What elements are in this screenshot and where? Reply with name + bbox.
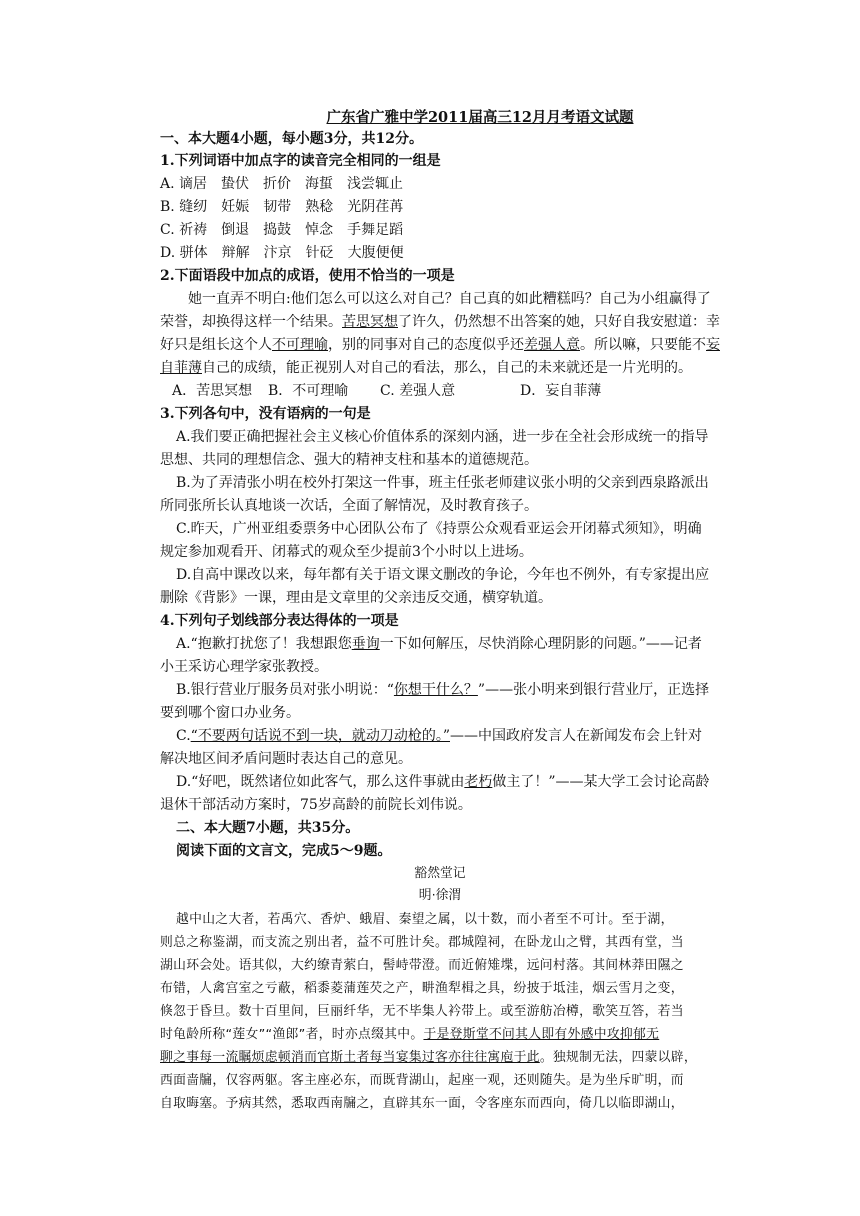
question-4-option-b-cont: 要到哪个窗口办业务。 — [160, 705, 300, 721]
text: B.银行营业厅服务员对张小明说：“ — [176, 682, 394, 698]
section-1-heading: 一、本大题4小题，每小题3分，共12分。 — [160, 131, 423, 147]
word: 折价 — [263, 176, 292, 192]
text: ”——张小明来到银行营业厅，正选择 — [477, 682, 710, 698]
text: ，别的同事对自己的态度似乎还 — [328, 337, 524, 353]
question-3-option-c: C.昨天，广州亚组委票务中心团队公布了《持票公众观看亚运会开闭幕式须知》，明确 — [176, 521, 702, 537]
underlined-sentence: 聊之事每一流瞩烦虑顿消而官斯土者每当宴集过客亦往往寓庖于此 — [160, 1050, 540, 1065]
question-4-option-a — [176, 633, 702, 655]
question-3-option-d-cont: 删除《背影》一课，理由是文章里的父亲违反交通，横穿轨道。 — [160, 590, 552, 606]
question-3-option-a: A.我们要正确把握社会主义核心价值体系的深刻内涵，进一步在全社会形成统一的指导 — [176, 429, 709, 445]
word: 汴京 — [263, 245, 292, 261]
essay-line: 西面啬牖，仅容两躯。客主座必东，而既背湖山，起座一观，还则随失。是为坐斥旷明，而 — [160, 1073, 684, 1088]
essay-title: 豁然堂记 — [414, 866, 466, 881]
word: 辩解 — [221, 245, 250, 261]
word: B. 缝纫 — [160, 199, 208, 215]
question-3-option-b: B.为了弄清张小明在校外打架这一件事，班主任张老师建议张小明的父亲到西泉路派出 — [176, 475, 709, 491]
question-1-option-c — [160, 219, 417, 241]
text: 做主了！”——某大学工会讨论高龄 — [492, 774, 710, 790]
exam-title: 广东省广雅中学2011届高三12月月考语文试题 — [326, 109, 634, 126]
essay-line — [160, 1024, 659, 1046]
text: 自己的成绩，能正视别人对自己的看法，那么，自己的未来就还是一片光明的。 — [202, 360, 692, 376]
word: D. 骈体 — [160, 245, 208, 261]
underlined-phrase: 老朽 — [464, 774, 493, 790]
text: 时龟龄所称“莲女”“渔郎”者，时亦点缀其中。 — [160, 1027, 424, 1042]
section-2-heading: 二、本大题7小题，共35分。 — [176, 820, 360, 836]
question-1-option-d — [160, 242, 418, 264]
essay-line: 则总之称鉴湖，而支流之别出者，益不可胜计矣。郡城隍祠，在卧龙山之臂，其西有堂，当 — [160, 935, 684, 950]
question-4-option-d-cont: 退休干部活动方案时，75岁高龄的前院长刘伟说。 — [160, 797, 472, 813]
text: ——中国政府发言人在新闻发布会上针对 — [450, 728, 702, 744]
word: 捣鼓 — [263, 222, 292, 238]
text: 一下如何解压，尽快消除心理阴影的问题。”——记者 — [379, 636, 702, 652]
essay-line: 自取晦塞。予病其然，悉取西南牖之，直辟其东一面，令客座东而西向，倚几以临即湖山， — [160, 1096, 684, 1111]
question-1-stem: 1.下列词语中加点字的读音完全相同的一组是 — [160, 153, 441, 169]
text: 好只是组长这个人 — [160, 337, 272, 353]
option-c: C. 差强人意 — [380, 383, 456, 399]
question-1-option-b — [160, 196, 417, 218]
text: 。所以嘛，只要能不 — [580, 337, 706, 353]
essay-line: 倏忽于昏旦。数十百里间，巨丽纤华，无不毕集人衿带上。或至游舫冶樽，歌笑互答，若当 — [160, 1004, 684, 1019]
question-2-passage-line: 她一直弄不明白:他们怎么可以这么对自己？自己真的如此糟糕吗？自己为小组赢得了 — [188, 291, 711, 307]
underlined-idiom: 自菲薄 — [160, 360, 202, 376]
question-4-option-b — [176, 679, 709, 701]
text: 荣誉，却换得这样一个结果。 — [160, 314, 342, 330]
underlined-idiom: 差强人意 — [524, 337, 580, 353]
word: 倒退 — [221, 222, 250, 238]
word: 蛰伏 — [221, 176, 250, 192]
question-3-option-d: D.自高中课改以来，每年都有关于语文课文删改的争论，今年也不例外，有专家提出应 — [176, 567, 710, 583]
option-b: B．不可理喻 — [268, 383, 349, 399]
question-3-stem: 3.下列各句中，没有语病的一句是 — [160, 406, 371, 422]
question-3-option-a-cont: 思想、共同的理想信念、强大的精神支柱和基本的道德规范。 — [160, 452, 538, 468]
underlined-sentence: 于是登斯堂不问其人即有外感中攻抑郁无 — [423, 1027, 660, 1042]
question-3-option-c-cont: 规定参加观看开、闭幕式的观众至少提前3个小时以上进场。 — [160, 544, 533, 560]
word: 悼念 — [305, 222, 334, 238]
essay-line: 湖山环会处。语其似，大约缭青萦白，髻峙带澄。而近俯雉堞，远问村落。其间林莽田隰之 — [160, 958, 684, 973]
underlined-idiom: 妄 — [706, 337, 720, 353]
question-4-option-c — [176, 725, 702, 747]
option-d: D．妄自菲薄 — [520, 383, 602, 399]
text: A.“抱歉打扰您了！我想跟您 — [176, 636, 352, 652]
question-3-option-b-cont: 所同张所长认真地谈一次话，全面了解情况，及时教育孩子。 — [160, 498, 538, 514]
question-4-stem: 4.下列句子划线部分表达得体的一项是 — [160, 613, 399, 629]
essay-line: 越中山之大者，若禹穴、香炉、蛾眉、秦望之属，以十数，而小者至不可计。至于湖， — [176, 912, 674, 927]
essay-line: 布错，人禽宫室之亏蔽，稻黍菱蒲莲芡之产，畊渔犁楫之具，纷披于坻洼，烟云雪月之变， — [160, 981, 684, 996]
word: 妊娠 — [221, 199, 250, 215]
underlined-phrase: “不要两句话说不到一块，就动刀动枪的。” — [190, 728, 450, 744]
word: 海蜇 — [305, 176, 334, 192]
word: 浅尝辄止 — [347, 176, 404, 192]
word: 熟稔 — [305, 199, 334, 215]
text: C. — [176, 728, 191, 744]
essay-line — [160, 1047, 697, 1069]
word: 手舞足蹈 — [347, 222, 404, 238]
underlined-phrase: 你想干什么？ — [393, 682, 478, 698]
question-2-passage-line — [160, 357, 692, 379]
question-1-option-a — [160, 173, 417, 195]
word: C. 祈祷 — [160, 222, 208, 238]
reading-instruction: 阅读下面的文言文，完成5～9题。 — [176, 843, 392, 859]
word: 大腹便便 — [347, 245, 404, 261]
underlined-idiom: 苦思冥想 — [342, 314, 398, 330]
underlined-idiom: 不可理喻 — [272, 337, 328, 353]
text: 。独规制无法，四蒙以辟， — [539, 1050, 697, 1065]
question-2-passage-line — [160, 334, 720, 356]
question-2-options — [172, 380, 601, 402]
underlined-phrase: 垂询 — [351, 636, 380, 652]
text: 了许久，仍然想不出答案的她，只好自我安慰道：幸 — [398, 314, 720, 330]
question-4-option-d — [176, 771, 710, 793]
essay-author: 明·徐渭 — [418, 888, 462, 903]
option-a: A．苦思冥想 — [172, 383, 253, 399]
question-2-stem: 2.下面语段中加点的成语，使用不恰当的一项是 — [160, 268, 455, 284]
word: A. 谪居 — [160, 176, 208, 192]
word: 韧带 — [263, 199, 292, 215]
question-2-passage-line — [160, 311, 720, 333]
word: 针砭 — [305, 245, 334, 261]
question-4-option-a-cont: 小王采访心理学家张教授。 — [160, 659, 328, 675]
text: D.“好吧，既然诸位如此客气，那么这件事就由 — [176, 774, 465, 790]
word: 光阴荏苒 — [347, 199, 404, 215]
question-4-option-c-cont: 解决地区间矛盾问题时表达自己的意见。 — [160, 751, 412, 767]
